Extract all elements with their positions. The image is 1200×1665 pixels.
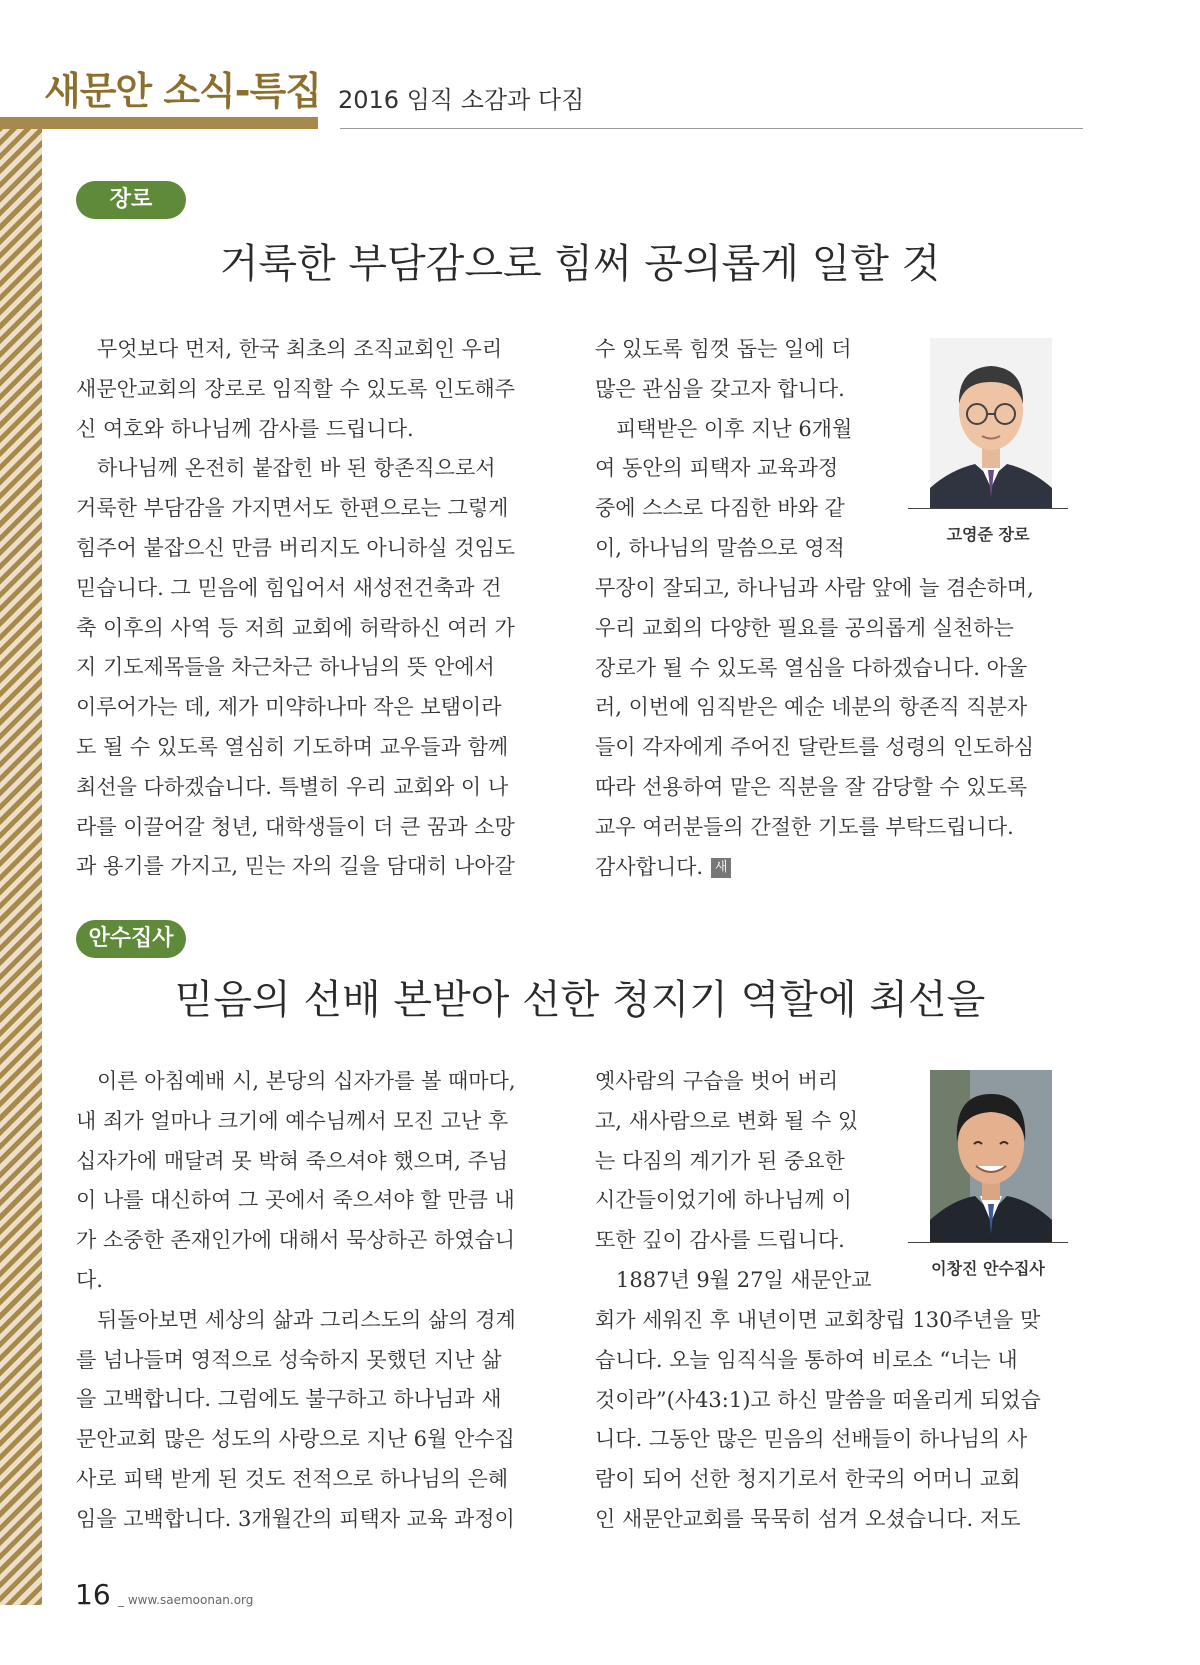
article-2-right-bottom-text: 회가 세워진 후 내년이면 교회창립 130주년을 맞 습니다. 오늘 임직식을 통하여 비로소 “너는 내 것이라”(사43:1)고 하신 말씀을 떠올리게 되었습 니다. 그동안 많은 믿음의 선배들이 하나님의 사 람이 되어 선한 청지기로서 한국의 어머니 교회 인 새문안교회를 묵묵히 섬겨 오셨습니다. 저도: [595, 1308, 1041, 1531]
page-number: 16: [75, 1578, 111, 1611]
photo-caption-elder: 고영준 장로: [946, 525, 1030, 544]
article-2-left-column: 이른 아침예배 시, 본당의 십자가를 볼 때마다, 내 죄가 얼마나 크기에 예수님께서 모진 고난 후 십자가에 매달려 못 박혀 죽으셔야 했으며, 주님 이 나를 대신하여 그 곳에서 죽으셔야 할 만큼 내 가 소중한 존재인가에 대해서 묵상하곤 하였습니 다. 뒤돌아보면 세상의 삶과 그리스도의 삶의 경계 를 넘나들며 영적으로 성숙하지 못했던 지난 삶 을 고백합니다. 그럼에도 불구하고 하나님과 새 문안교회 많은 성도의 사랑으로 지난 6월 안수집 사로 피택 받게 된 것도 전적으로 하나님의 은혜 임을 고백합니다. 3개월간의 피택자 교육 과정이: [76, 1069, 516, 1531]
section-subtitle: 2016 임직 소감과 다짐: [338, 86, 585, 114]
header-rule: [340, 128, 1083, 129]
photo-rule: [908, 508, 1068, 509]
header-gold-bar: [0, 117, 318, 129]
photo-caption-deacon: 이창진 안수집사: [931, 1259, 1045, 1278]
end-mark-icon: 새: [711, 858, 731, 878]
section-title: 새문안 소식-특집: [44, 69, 321, 113]
portrait-photo: [930, 1070, 1052, 1242]
photo-rule: [908, 1242, 1068, 1243]
footer-url: _ www.saemoonan.org: [118, 1593, 254, 1607]
article-1-headline: 거룩한 부담감으로 힘써 공의롭게 일할 것: [219, 241, 941, 287]
article-1-right-bottom-text: [595, 569, 1083, 887]
side-stripe: [0, 125, 42, 1605]
badge-elder: 장로: [76, 181, 186, 219]
badge-ordained-deacon: 안수집사: [76, 920, 186, 958]
portrait-photo: [930, 338, 1052, 508]
portrait-elder-icon: [930, 338, 1052, 508]
article-1-left-column: 무엇보다 먼저, 한국 최초의 조직교회인 우리 새문안교회의 장로로 임직할 수 있도록 인도해주 신 여호와 하나님께 감사를 드립니다. 하나님께 온전히 붙잡힌 바 된 항존직으로서 거룩한 부담감을 가지면서도 한편으로는 그렇게 힘주어 붙잡으신 만큼 버리지도 아니하실 것임도 믿습니다. 그 믿음에 힘입어서 새성전건축과 건 축 이후의 사역 등 저희 교회에 허락하신 여러 가 지 기도제목들을 차근차근 하나님의 뜻 안에서 이루어가는 데, 제가 미약하나마 작은 보탬이라 도 될 수 있도록 열심히 기도하며 교우들과 함께 최선을 다하겠습니다. 특별히 우리 교회와 이 나 라를 이끌어갈 청년, 대학생들이 더 큰 꿈과 소망 과 용기를 가지고, 믿는 자의 길을 담대히 나아갈: [76, 337, 516, 879]
article-1-right-top-text: 수 있도록 힘껏 돕는 일에 더 많은 관심을 갖고자 합니다. 피택받은 이후 지난 6개월 여 동안의 피택자 교육과정 중에 스스로 다짐한 바와 같 이, 하나님의 말씀으로 영적: [595, 337, 853, 560]
article-2-headline: 믿음의 선배 본받아 선한 청지기 역할에 최선을: [174, 977, 986, 1023]
portrait-deacon-icon: [930, 1070, 1052, 1242]
article-2-right-top-text: 옛사람의 구습을 벗어 버리 고, 새사람으로 변화 될 수 있 는 다짐의 계기가 된 중요한 시간들이었기에 하나님께 이 또한 깊이 감사를 드립니다. 1887년 9월 27일 새문안교: [595, 1069, 872, 1292]
article-1-right-bottom-body: 무장이 잘되고, 하나님과 사람 앞에 늘 겸손하며, 우리 교회의 다양한 필요를 공의롭게 실천하는 장로가 될 수 있도록 열심을 다하겠습니다. 아울 러, 이번에 임직받은 예순 네분의 항존직 직분자 들이 각자에게 주어진 달란트를 성령의 인도하심 따라 선용하여 맡은 직분을 잘 감당할 수 있도록 교우 여러분들의 간절한 기도를 부탁드립니다. 감사합니다.: [595, 576, 1035, 879]
